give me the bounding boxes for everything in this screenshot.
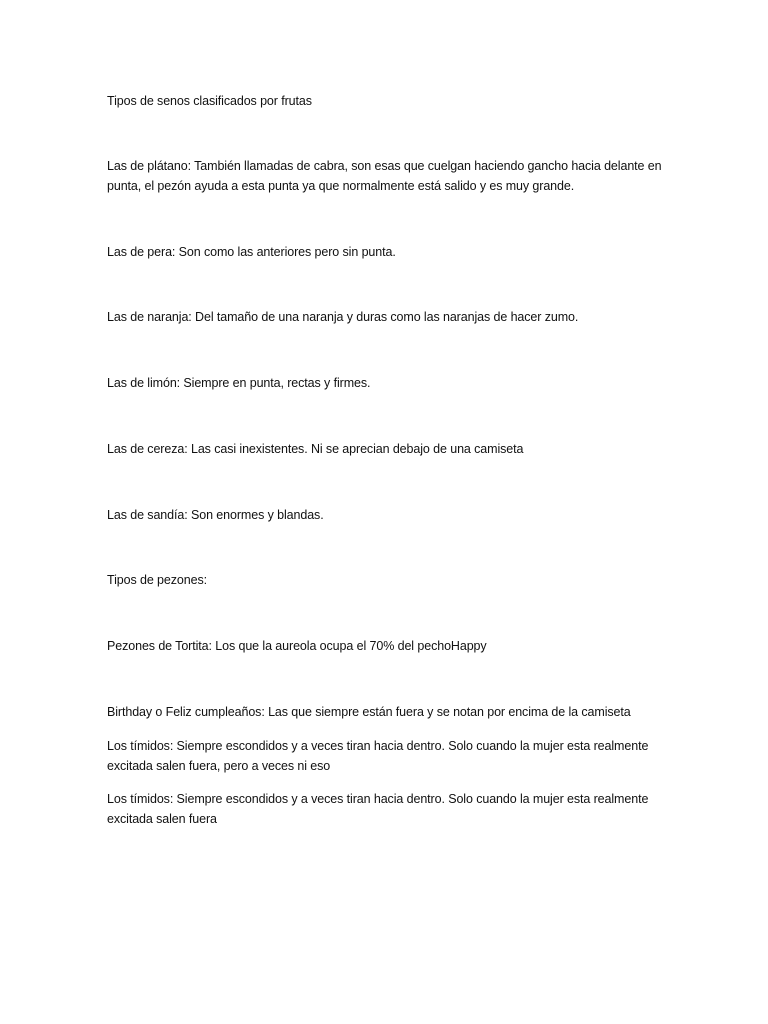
- document-title: Tipos de senos clasificados por frutas: [107, 94, 312, 108]
- paragraph-timidos-1: Los tímidos: Siempre escondidos y a veces tiran hacia dentro. Solo cuando la mujer esta realmente excitada salen fuera, pero a veces ni eso: [107, 739, 649, 773]
- section-heading-pezones: Tipos de pezones:: [107, 573, 207, 587]
- paragraph-sandia: Las de sandía: Son enormes y blandas.: [107, 508, 324, 522]
- paragraph-cumpleanos: Birthday o Feliz cumpleaños: Las que siempre están fuera y se notan por encima de la camiseta: [107, 705, 631, 719]
- paragraph-platano: Las de plátano: También llamadas de cabra, son esas que cuelgan haciendo gancho hacia delante en punta, el pezón ayuda a esta punta ya que normalmente está salido y es muy grande.: [107, 159, 662, 193]
- paragraph-tortita: Pezones de Tortita: Los que la aureola ocupa el 70% del pechoHappy: [107, 639, 487, 653]
- paragraph-limon: Las de limón: Siempre en punta, rectas y firmes.: [107, 376, 371, 390]
- paragraph-cereza: Las de cereza: Las casi inexistentes. Ni se aprecian debajo de una camiseta: [107, 442, 524, 456]
- paragraph-naranja: Las de naranja: Del tamaño de una naranja y duras como las naranjas de hacer zumo.: [107, 310, 579, 324]
- paragraph-timidos-2: Los tímidos: Siempre escondidos y a veces tiran hacia dentro. Solo cuando la mujer esta realmente excitada salen fuera: [107, 792, 649, 826]
- paragraph-pera: Las de pera: Son como las anteriores pero sin punta.: [107, 245, 396, 259]
